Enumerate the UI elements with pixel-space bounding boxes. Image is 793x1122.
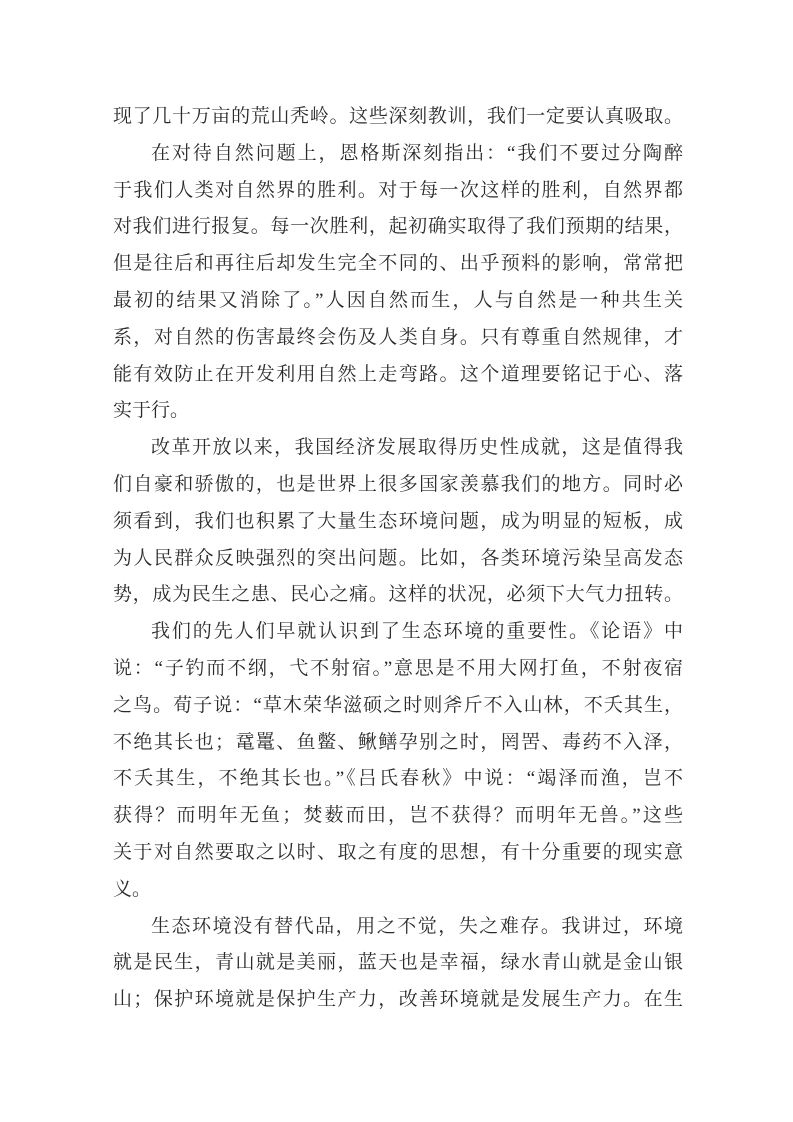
text-line-14: 势，成为民生之患、民心之痛。这样的状况，必须下大气力扭转。 (113, 584, 683, 606)
text-line-11: 们自豪和骄傲的，也是世界上很多国家羡慕我们的地方。同时必 (113, 473, 683, 495)
text-line-6: 最初的结果又消除了。”人因自然而生，人与自然是一种共生关 (113, 289, 683, 311)
text-line-17: 之鸟。荀子说：“草木荣华滋硕之时则斧斤不入山林，不夭其生， (113, 694, 683, 716)
text-line-12: 须看到，我们也积累了大量生态环境问题，成为明显的短板，成 (113, 510, 683, 532)
text-line-5: 但是往后和再往后却发生完全不同的、出乎预料的影响，常常把 (113, 253, 683, 275)
text-line-16: 说：“子钓而不纲，弋不射宿。”意思是不用大网打鱼，不射夜宿 (113, 657, 683, 679)
text-line-7: 系，对自然的伤害最终会伤及人类自身。只有尊重自然规律，才 (113, 326, 683, 348)
text-line-23: 生态环境没有替代品，用之不觉，失之难存。我讲过，环境 (151, 915, 683, 937)
text-line-20: 获得？而明年无鱼；焚薮而田，岂不获得？而明年无兽。”这些 (113, 805, 683, 827)
text-line-25: 山；保护环境就是保护生产力，改善环境就是发展生产力。在生 (113, 989, 683, 1011)
text-line-10: 改革开放以来，我国经济发展取得历史性成就，这是值得我 (151, 437, 683, 459)
text-line-18: 不绝其长也；鼋鼍、鱼鳖、鳅鳝孕别之时，罔罟、毒药不入泽， (113, 731, 683, 753)
text-block (113, 99, 683, 1019)
text-line-8: 能有效防止在开发利用自然上走弯路。这个道理要铭记于心、落 (113, 363, 683, 385)
text-line-4: 对我们进行报复。每一次胜利，起初确实取得了我们预期的结果， (113, 216, 683, 238)
text-line-3: 于我们人类对自然界的胜利。对于每一次这样的胜利，自然界都 (113, 179, 683, 201)
text-line-1: 现了几十万亩的荒山秃岭。这些深刻教训，我们一定要认真吸取。 (113, 106, 683, 127)
text-line-9: 实于行。 (113, 400, 190, 422)
text-line-19: 不夭其生，不绝其长也。”《吕氏春秋》中说：“竭泽而渔，岂不 (113, 768, 683, 790)
text-line-2: 在对待自然问题上，恩格斯深刻指出：“我们不要过分陶醉 (151, 142, 683, 164)
text-line-22: 义。 (113, 878, 152, 900)
text-line-24: 就是民生，青山就是美丽，蓝天也是幸福，绿水青山就是金山银 (113, 952, 683, 974)
text-line-15: 我们的先人们早就认识到了生态环境的重要性。《论语》中 (151, 621, 683, 643)
text-line-21: 关于对自然要取之以时、取之有度的思想，有十分重要的现实意 (113, 841, 683, 863)
text-line-13: 为人民群众反映强烈的突出问题。比如，各类环境污染呈高发态 (113, 547, 683, 569)
